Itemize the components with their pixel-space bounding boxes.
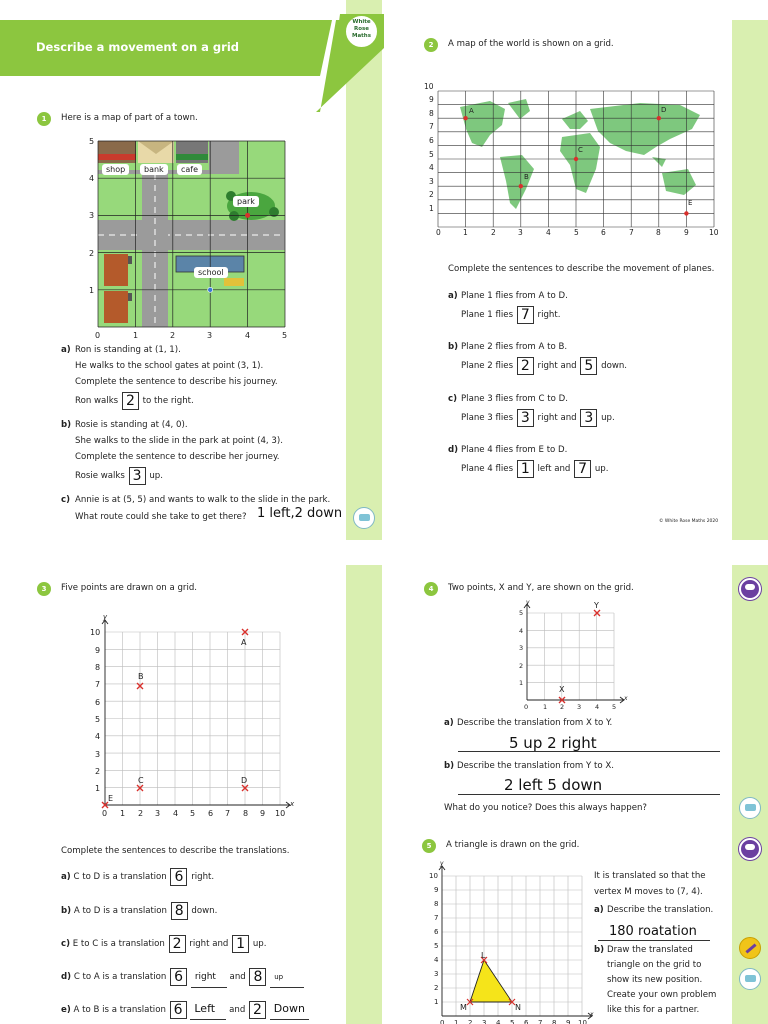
q2d-line: Plane 4 flies from E to D. <box>461 445 568 455</box>
map-label-shop: shop <box>102 164 129 175</box>
q4a-line: Describe the translation from X to Y. <box>457 718 613 728</box>
q3e-word-1[interactable]: Left <box>190 999 226 1020</box>
q1a-label: a) <box>61 345 71 355</box>
q3-grid <box>92 612 302 822</box>
map-label-school: school <box>194 267 228 278</box>
world-point-C: C <box>578 146 583 154</box>
q3c-box-2[interactable]: 1 <box>232 935 249 953</box>
q3b-box[interactable]: 8 <box>171 902 188 920</box>
q4b-label: b) <box>444 761 455 771</box>
pencil-icon <box>739 937 761 959</box>
calculator-icon-q4 <box>739 797 761 819</box>
q1c-label: c) <box>61 495 71 505</box>
q1c-answer[interactable]: 1 left,2 down <box>257 506 343 521</box>
q2c-box-2[interactable]: 3 <box>580 409 597 427</box>
q5b-line-4: Create your own problem <box>607 990 717 1000</box>
side-stripe-bottom-left <box>346 565 382 1024</box>
q5-vertex-L: L <box>481 951 486 960</box>
q4-notice: What do you notice? Does this always happen? <box>444 803 647 813</box>
q5a-line: Describe the translation. <box>607 905 714 915</box>
thinking-cloud-icon-q4 <box>739 838 761 860</box>
world-point-A: A <box>469 107 474 115</box>
q4-y-var: y <box>526 599 530 606</box>
q1b-line-2: She walks to the slide in the park at point (4, 3). <box>75 436 283 446</box>
q4-point-Y: Y <box>594 601 599 610</box>
q1b-line-3: Complete the sentence to describe her journey. <box>75 452 280 462</box>
q4-point-X: X <box>559 685 565 694</box>
q3d-word-2[interactable]: up <box>270 967 304 988</box>
question-3-badge: 3 <box>37 582 51 596</box>
q4a-label: a) <box>444 718 454 728</box>
q3e-box-1[interactable]: 6 <box>170 1001 187 1019</box>
q3a-box[interactable]: 6 <box>170 868 187 886</box>
q4b-answer[interactable]: 2 left 5 down <box>504 776 603 794</box>
q2c-label: c) <box>448 394 458 404</box>
white-rose-logo: White Rose Maths <box>345 15 378 48</box>
q3a: a) C to D is a translation 6 right. <box>61 868 215 885</box>
q3-instruction: Complete the sentences to describe the translations. <box>61 846 290 856</box>
q5-vertex-M: M <box>460 1003 467 1012</box>
q2c-answer: Plane 3 flies 3 right and 3 up. <box>461 409 615 426</box>
q2c-box-1[interactable]: 3 <box>517 409 534 427</box>
q5-text-2: vertex M moves to (7, 4). <box>594 887 703 897</box>
calculator-icon <box>353 507 375 529</box>
q5a-answer[interactable]: 180 roatation <box>609 924 697 939</box>
world-point-D: D <box>661 106 667 114</box>
q5-vertex-N: N <box>515 1003 521 1012</box>
q3b: b) A to D is a translation 8 down. <box>61 902 218 919</box>
q5b-label: b) <box>594 945 605 955</box>
q5-text-1: It is translated so that the <box>594 871 706 881</box>
side-stripe-top-right <box>732 20 768 540</box>
q1c-line-2: What route could she take to get there? <box>75 512 247 522</box>
q4-grid <box>518 598 630 710</box>
map-label-park: park <box>233 196 259 207</box>
q2a-label: a) <box>448 291 458 301</box>
q3d-box-2[interactable]: 8 <box>249 968 266 986</box>
q4b-answer-line <box>458 794 720 795</box>
q4-intro: Two points, X and Y, are shown on the grid. <box>448 583 634 593</box>
q1-intro: Here is a map of part of a town. <box>61 113 198 123</box>
world-point-B: B <box>524 173 529 181</box>
question-4-badge: 4 <box>424 582 438 596</box>
q5b-line-3: show its new position. <box>607 975 703 985</box>
q5-grid <box>428 858 596 1024</box>
q3d-box-1[interactable]: 6 <box>170 968 187 986</box>
q2a-box[interactable]: 7 <box>517 306 534 324</box>
q2d-box-2[interactable]: 7 <box>574 460 591 478</box>
q1c-line-1: Annie is at (5, 5) and wants to walk to the slide in the park. <box>75 495 331 505</box>
q3d-word-1[interactable]: right <box>191 967 227 988</box>
q2d-box-1[interactable]: 1 <box>517 460 534 478</box>
q4a-answer[interactable]: 5 up 2 right <box>509 734 597 752</box>
q5a-label: a) <box>594 905 604 915</box>
q5b-line-2: triangle on the grid to <box>607 960 702 970</box>
q1b-line-1: Rosie is standing at (4, 0). <box>75 420 188 430</box>
q2d-label: d) <box>448 445 459 455</box>
q4b-line: Describe the translation from Y to X. <box>457 761 614 771</box>
q3-y-var: y <box>103 613 108 621</box>
map-label-bank: bank <box>140 164 168 175</box>
q2b-line: Plane 2 flies from A to B. <box>461 342 568 352</box>
page-title: Describe a movement on a grid <box>36 40 240 54</box>
q2a-answer: Plane 1 flies 7 right. <box>461 306 561 323</box>
q5-x-var: x <box>590 1011 594 1018</box>
map-label-cafe: cafe <box>177 164 202 175</box>
q2b-box-2[interactable]: 5 <box>580 357 597 375</box>
question-5-badge: 5 <box>422 839 436 853</box>
copyright: © White Rose Maths 2020 <box>659 519 719 524</box>
q3e-box-2[interactable]: 2 <box>249 1001 266 1019</box>
q1b-answer-box[interactable]: 3 <box>129 467 146 485</box>
q1a-line-3: Complete the sentence to describe his journey. <box>75 377 278 387</box>
q1a-answer-box[interactable]: 2 <box>122 392 139 410</box>
q3c-box-1[interactable]: 2 <box>169 935 186 953</box>
q5-x-axis: 0 1 2 3 4 5 6 7 8 9 10 <box>440 1019 587 1024</box>
q5-y-var: y <box>440 860 444 867</box>
q2b-box-1[interactable]: 2 <box>517 357 534 375</box>
q3-x-var: x <box>290 800 295 808</box>
header-banner <box>0 14 384 114</box>
q3-intro: Five points are drawn on a grid. <box>61 583 198 593</box>
q1b-answer: Rosie walks 3 up. <box>75 467 163 484</box>
calculator-icon-q5 <box>739 968 761 990</box>
q2c-line: Plane 3 flies from C to D. <box>461 394 568 404</box>
q2b-answer: Plane 2 flies 2 right and 5 down. <box>461 357 628 374</box>
q5a-answer-line <box>598 940 710 941</box>
question-2-badge: 2 <box>424 38 438 52</box>
q2a-line: Plane 1 flies from A to D. <box>461 291 568 301</box>
q1a-line-1: Ron is standing at (1, 1). <box>75 345 181 355</box>
q2d-answer: Plane 4 flies 1 left and 7 up. <box>461 460 609 477</box>
q5b-line-1: Draw the translated <box>607 945 693 955</box>
q1a-line-2: He walks to the school gates at point (3, 1). <box>75 361 264 371</box>
q3d: d) C to A is a translation 6 right and 8 up <box>61 967 304 988</box>
q1b-label: b) <box>61 420 72 430</box>
q3e: e) A to B is a translation 6 Left and 2 Down <box>61 999 309 1020</box>
q4-x-var: x <box>624 695 628 702</box>
q5-intro: A triangle is drawn on the grid. <box>446 840 580 850</box>
q1a-answer: Ron walks 2 to the right. <box>75 392 194 409</box>
question-1-badge: 1 <box>37 112 51 126</box>
q5b-line-5: like this for a partner. <box>607 1005 700 1015</box>
q3e-word-2[interactable]: Down <box>270 999 309 1020</box>
q2b-label: b) <box>448 342 459 352</box>
q2-intro: A map of the world is shown on a grid. <box>448 39 614 49</box>
q2-instruction: Complete the sentences to describe the movement of planes. <box>448 264 715 274</box>
thinking-cloud-icon <box>739 578 761 600</box>
q3c: c) E to C is a translation 2 right and 1 up. <box>61 935 267 952</box>
world-point-E: E <box>688 199 693 207</box>
